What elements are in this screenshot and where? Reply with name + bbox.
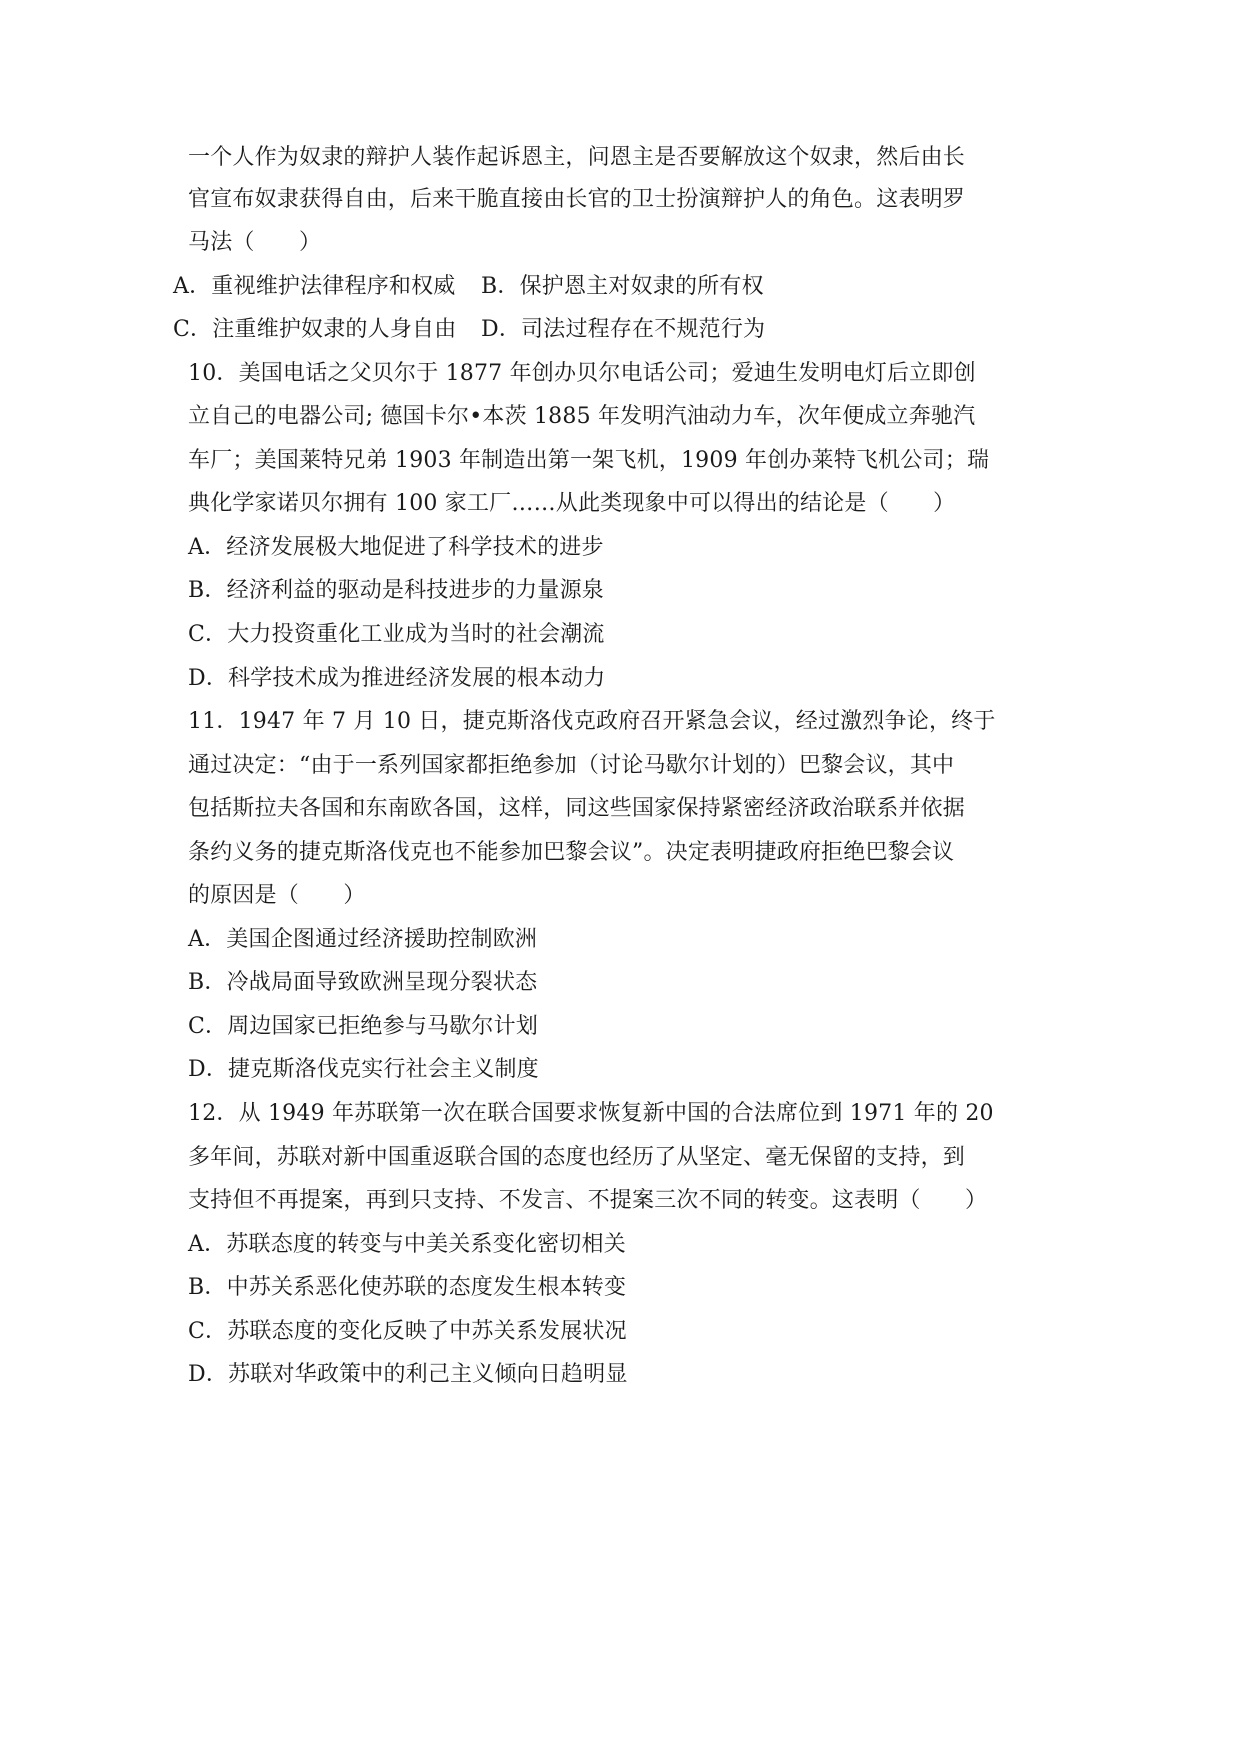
question-12-option-a[interactable]: A．苏联态度的转变与中美关系变化密切相关: [188, 1232, 626, 1257]
question-11-option-d[interactable]: D．捷克斯洛伐克实行社会主义制度: [188, 1057, 539, 1082]
question-12-option-d[interactable]: D．苏联对华政策中的利己主义倾向日趋明显: [188, 1362, 628, 1387]
question-10-stem-line: 10．美国电话之父贝尔于 1877 年创办贝尔电话公司；爱迪生发明电灯后立即创: [188, 361, 976, 386]
question-9-option-d[interactable]: D．司法过程存在不规范行为: [481, 317, 766, 342]
question-9-option-b[interactable]: B．保护恩主对奴隶的所有权: [481, 274, 764, 299]
question-12-option-c[interactable]: C．苏联态度的变化反映了中苏关系发展状况: [188, 1319, 627, 1344]
question-12-option-b[interactable]: B．中苏关系恶化使苏联的态度发生根本转变: [188, 1275, 627, 1300]
question-11-stem-line: 通过决定：“由于一系列国家都拒绝参加（讨论马歇尔计划的）巴黎会议，其中: [188, 753, 955, 778]
question-10-option-c[interactable]: C．大力投资重化工业成为当时的社会潮流: [188, 622, 605, 647]
question-11-stem-line: 的原因是（ ）: [188, 883, 366, 908]
question-10-option-a[interactable]: A．经济发展极大地促进了科学技术的进步: [188, 535, 604, 560]
question-11-option-c[interactable]: C．周边国家已拒绝参与马歇尔计划: [188, 1014, 539, 1039]
question-10-stem-line: 典化学家诺贝尔拥有 100 家工厂……从此类现象中可以得出的结论是（ ）: [188, 491, 956, 516]
question-12-stem-line: 多年间，苏联对新中国重返联合国的态度也经历了从坚定、毫无保留的支持，到: [188, 1145, 966, 1170]
question-9-option-c[interactable]: C．注重维护奴隶的人身自由: [173, 317, 457, 342]
question-9-stem-line: 马法（ ）: [188, 230, 322, 255]
question-11-stem-line: 11．1947 年 7 月 10 日，捷克斯洛伐克政府召开紧急会议，经过激烈争论，终于: [188, 709, 996, 734]
question-9-option-a[interactable]: A．重视维护法律程序和权威: [173, 274, 456, 299]
question-11-option-a[interactable]: A．美国企图通过经济援助控制欧洲: [188, 927, 538, 952]
question-10-stem-line: 立自己的电器公司; 德国卡尔•本茨 1885 年发明汽油动力车，次年便成立奔驰汽: [188, 404, 976, 429]
question-11-option-b[interactable]: B．冷战局面导致欧洲呈现分裂状态: [188, 970, 538, 995]
question-12-stem-line: 支持但不再提案，再到只支持、不发言、不提案三次不同的转变。这表明（ ）: [188, 1188, 988, 1213]
question-9-stem-line: 官宣布奴隶获得自由，后来干脆直接由长官的卫士扮演辩护人的角色。这表明罗: [188, 187, 966, 212]
question-10-option-b[interactable]: B．经济利益的驱动是科技进步的力量源泉: [188, 578, 604, 603]
question-12-stem-line: 12．从 1949 年苏联第一次在联合国要求恢复新中国的合法席位到 1971 年的 20: [188, 1101, 994, 1126]
question-11-stem-line: 包括斯拉夫各国和东南欧各国，这样，同这些国家保持紧密经济政治联系并依据: [188, 796, 966, 821]
question-10-option-d[interactable]: D．科学技术成为推进经济发展的根本动力: [188, 666, 606, 691]
question-10-stem-line: 车厂；美国莱特兄弟 1903 年制造出第一架飞机，1909 年创办莱特飞机公司；瑞: [188, 448, 990, 473]
question-9-stem-line: 一个人作为奴隶的辩护人装作起诉恩主，问恩主是否要解放这个奴隶，然后由长: [188, 145, 966, 170]
question-11-stem-line: 条约义务的捷克斯洛伐克也不能参加巴黎会议”。决定表明捷政府拒绝巴黎会议: [188, 840, 955, 865]
